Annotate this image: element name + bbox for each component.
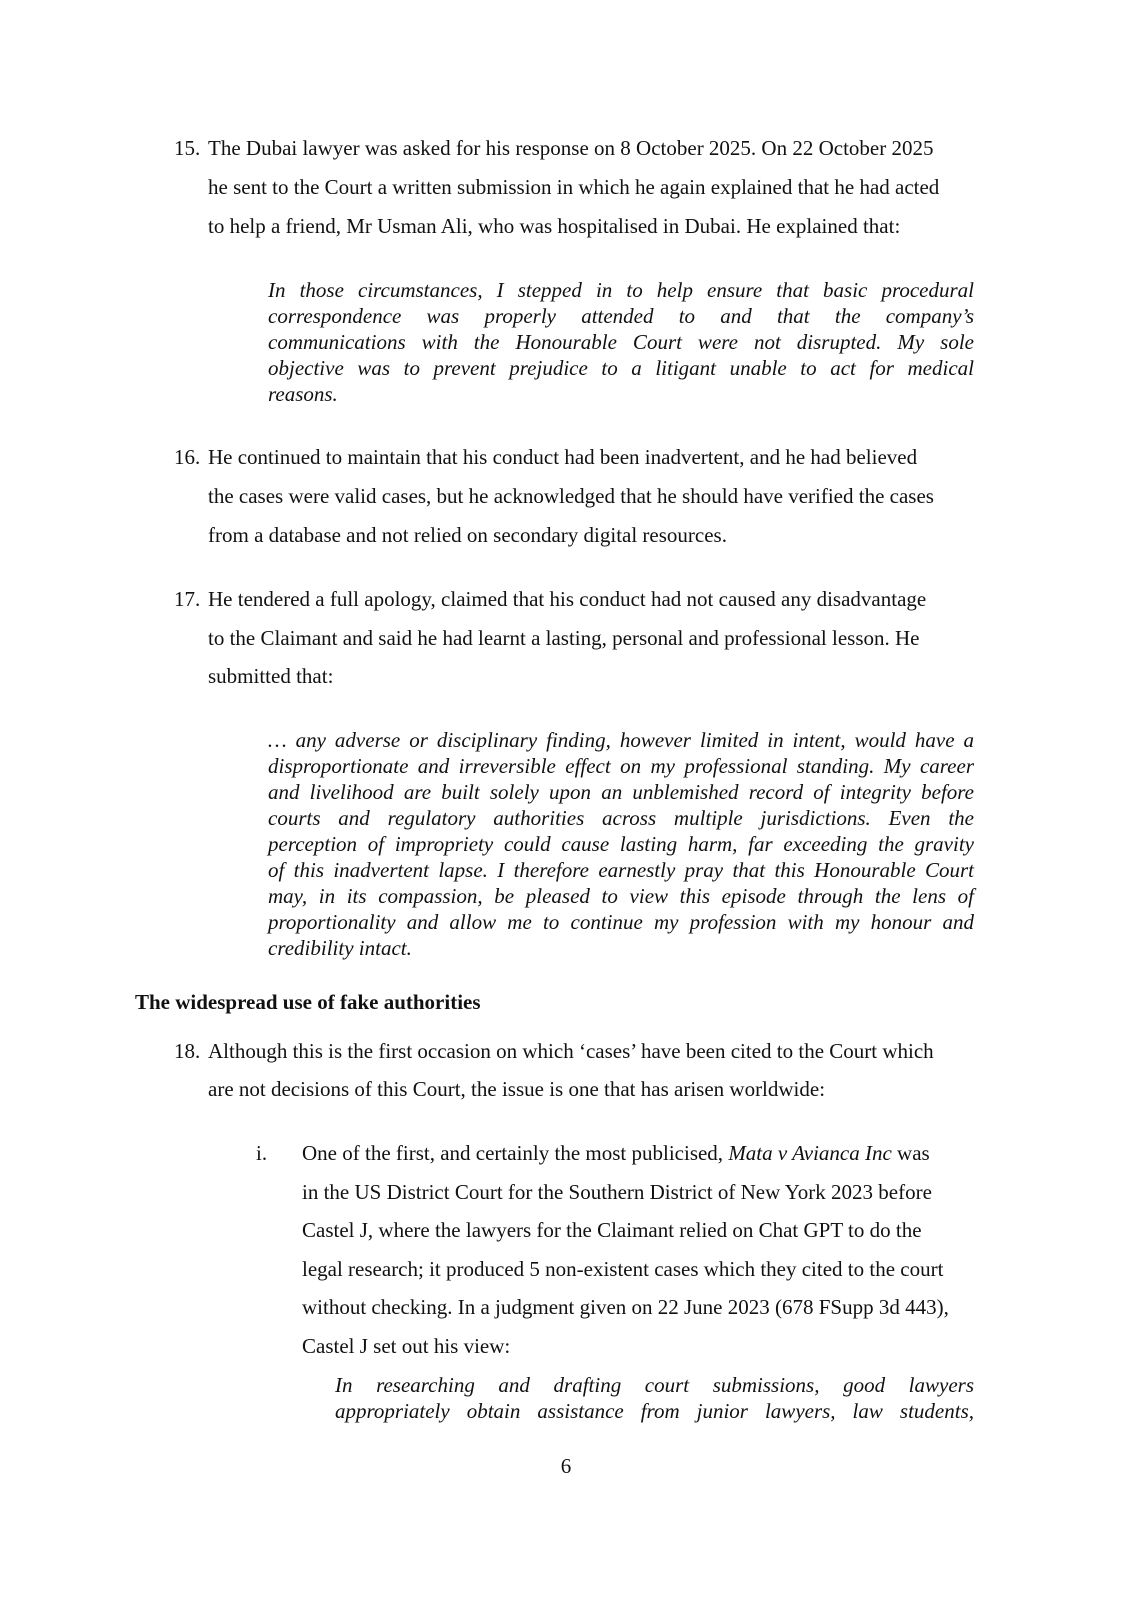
sub-item-line: legal research; it produced 5 non-existent cases which they cited to the court <box>302 1257 944 1281</box>
paragraph-line: Although this is the first occasion on which ‘cases’ have been cited to the Court which <box>208 1039 934 1063</box>
paragraph-line: the cases were valid cases, but he acknowledged that he should have verified the cases <box>208 484 934 508</box>
quote-line: disproportionate and irreversible effect on my professional standing. My career <box>268 754 974 778</box>
section-heading: The widespread use of fake authorities <box>135 990 481 1014</box>
case-name: Mata v Avianca Inc <box>728 1141 892 1165</box>
quote-line: may, in its compassion, be pleased to view this episode through the lens of <box>268 884 974 908</box>
paragraph-line: from a database and not relied on secondary digital resources. <box>208 523 727 547</box>
quote-line: In researching and drafting court submissions, good lawyers <box>335 1373 974 1397</box>
quote-line: appropriately obtain assistance from junior lawyers, law students, <box>335 1399 974 1423</box>
paragraph-line: to the Claimant and said he had learnt a lasting, personal and professional lesson. He <box>208 626 920 650</box>
paragraph-number: 17. <box>174 587 201 611</box>
quote-line: reasons. <box>268 382 338 406</box>
quote-line: communications with the Honourable Court were not disrupted. My sole <box>268 330 974 354</box>
paragraph-line: are not decisions of this Court, the issue is one that has arisen worldwide: <box>208 1077 826 1101</box>
quote-line: correspondence was properly attended to and that the company’s <box>268 304 974 328</box>
paragraph-line: He continued to maintain that his conduct had been inadvertent, and he had believed <box>208 445 918 469</box>
paragraph-number: 16. <box>174 445 201 469</box>
sub-item-text: One of the first, and certainly the most publicised, <box>302 1141 729 1165</box>
sub-item-line: Castel J set out his view: <box>302 1334 511 1358</box>
quote-line: of this inadvertent lapse. I therefore earnestly pray that this Honourable Court <box>268 858 974 882</box>
block-quote <box>335 1372 974 1424</box>
sub-item-marker: i. <box>256 1141 268 1165</box>
quote-line: perception of impropriety could cause lasting harm, far exceeding the gravity <box>268 832 974 856</box>
quote-line: credibility intact. <box>268 936 412 960</box>
sub-item-line: in the US District Court for the Southern District of New York 2023 before <box>302 1180 932 1204</box>
page-number: 6 <box>560 1454 572 1478</box>
quote-line: … any adverse or disciplinary finding, however limited in intent, would have a <box>268 728 974 752</box>
paragraph-number: 18. <box>174 1039 201 1063</box>
quote-line: proportionality and allow me to continue my profession with my honour and <box>268 910 974 934</box>
sub-item-line: without checking. In a judgment given on 22 June 2023 (678 FSupp 3d 443), <box>302 1295 949 1319</box>
paragraph-line: He tendered a full apology, claimed that his conduct had not caused any disadvantage <box>208 587 927 611</box>
quote-line: In those circumstances, I stepped in to help ensure that basic procedural <box>268 278 974 302</box>
quote-line: and livelihood are built solely upon an unblemished record of integrity before <box>268 780 974 804</box>
quote-line: objective was to prevent prejudice to a litigant unable to act for medical <box>268 356 974 380</box>
paragraph-line: he sent to the Court a written submission in which he again explained that he had acted <box>208 175 940 199</box>
paragraph-number: 15. <box>174 136 201 160</box>
quote-line: courts and regulatory authorities across multiple jurisdictions. Even the <box>268 806 974 830</box>
paragraph-line: submitted that: <box>208 664 334 688</box>
block-quote <box>268 277 974 407</box>
sub-item-line <box>302 1141 930 1165</box>
paragraph-line: to help a friend, Mr Usman Ali, who was hospitalised in Dubai. He explained that: <box>208 214 901 238</box>
sub-item-text: was <box>891 1141 930 1165</box>
sub-item-line: Castel J, where the lawyers for the Claimant relied on Chat GPT to do the <box>302 1218 922 1242</box>
paragraph-line: The Dubai lawyer was asked for his response on 8 October 2025. On 22 October 2025 <box>208 136 934 160</box>
block-quote <box>268 727 974 961</box>
